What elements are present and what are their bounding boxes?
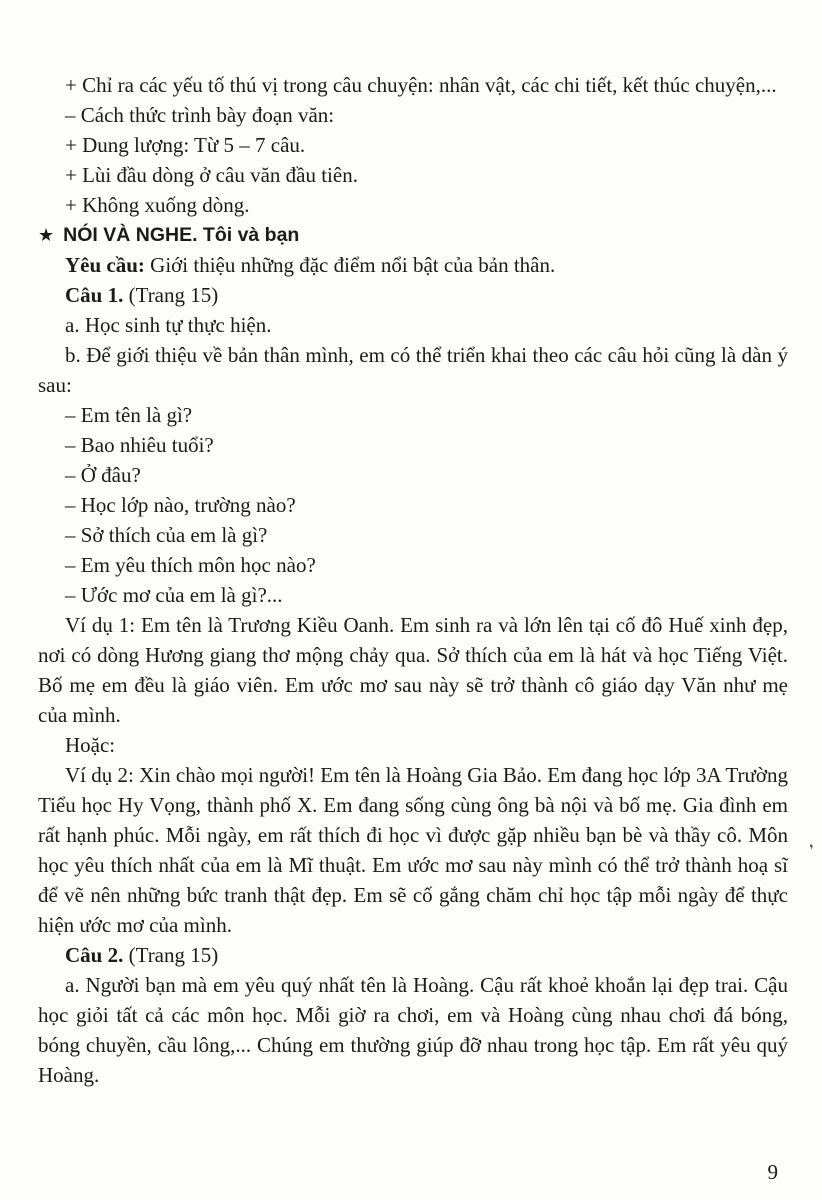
q1-question-2: – Bao nhiêu tuổi? [65, 433, 214, 457]
requirement-line [38, 250, 788, 280]
paragraph-intro-4: + Lùi đầu dòng ở câu văn đầu tiên. [65, 163, 358, 187]
scan-artifact-mark: ❜ [808, 841, 816, 858]
question1-heading [38, 280, 788, 310]
q1-question-1: – Em tên là gì? [65, 403, 193, 427]
paragraph-intro-1: + Chỉ ra các yếu tố thú vị trong câu chuyện: nhân vật, các chi tiết, kết thúc chuyện,... [65, 73, 777, 97]
section-heading [38, 220, 788, 250]
requirement-label: Yêu cầu: [65, 253, 145, 277]
q1-question-4: – Học lớp nào, trường nào? [65, 493, 296, 517]
paragraph-intro-2: – Cách thức trình bày đoạn văn: [65, 103, 335, 127]
question2-heading [38, 940, 788, 970]
q1-question-7: – Ước mơ của em là gì?... [65, 583, 283, 607]
q1-question-6: – Em yêu thích môn học nào? [65, 553, 316, 577]
q1-question-5: – Sở thích của em là gì? [65, 523, 268, 547]
question1-page-ref: (Trang 15) [123, 283, 219, 307]
section-title: NÓI VÀ NGHE. Tôi và bạn [63, 224, 300, 246]
q1-example-1: Ví dụ 1: Em tên là Trương Kiều Oanh. Em sinh ra và lớn lên tại cố đô Huế xinh đẹp, nơi có dòng Hương giang thơ mộng chảy qua. Sở thích của em là hát và học Tiếng Việt. Bố mẹ em đều là giáo viên. Em ước mơ sau này sẽ trở thành cô giáo dạy Văn như mẹ của mình. [38, 613, 788, 727]
question2-label: Câu 2. [65, 943, 124, 967]
q1-example-2: Ví dụ 2: Xin chào mọi người! Em tên là Hoàng Gia Bảo. Em đang học lớp 3A Trường Tiểu học Hy Vọng, thành phố X. Em đang sống cùng ông bà nội và bố mẹ. Gia đình em rất hạnh phúc. Mỗi ngày, em rất thích đi học vì được gặp nhiều bạn bè và thầy cô. Môn học yêu thích nhất của em là Mĩ thuật. Em ước mơ sau này mình có thể trở thành hoạ sĩ để vẽ nên những bức tranh thật đẹp. Em sẽ cố gắng chăm chỉ học tập mỗi ngày để thực hiện ước mơ của mình. [38, 763, 788, 937]
q2-item-a: a. Người bạn mà em yêu quý nhất tên là Hoàng. Cậu rất khoẻ khoắn lại đẹp trai. Cậu học giỏi tất cả các môn học. Mỗi giờ ra chơi, em và Hoàng cùng nhau chơi đá bóng, bóng chuyền, cầu lông,... Chúng em thường giúp đỡ nhau trong học tập. Em rất yêu quý Hoàng. [38, 973, 788, 1087]
star-icon: ★ [38, 225, 55, 245]
page-number: 9 [767, 1160, 778, 1184]
paragraph-intro-3: + Dung lượng: Từ 5 – 7 câu. [65, 133, 306, 157]
q1-or-label: Hoặc: [65, 733, 116, 757]
requirement-text: Giới thiệu những đặc điểm nổi bật của bản thân. [144, 253, 556, 277]
paragraph-intro-5: + Không xuống dòng. [65, 193, 250, 217]
page-content [38, 70, 788, 1090]
question2-page-ref: (Trang 15) [123, 943, 219, 967]
q1-item-b: b. Để giới thiệu về bản thân mình, em có thể triển khai theo các câu hỏi cũng là dàn ý sau: [38, 343, 788, 397]
q1-item-a: a. Học sinh tự thực hiện. [65, 313, 272, 337]
question1-label: Câu 1. [65, 283, 124, 307]
q1-question-3: – Ở đâu? [65, 463, 141, 487]
